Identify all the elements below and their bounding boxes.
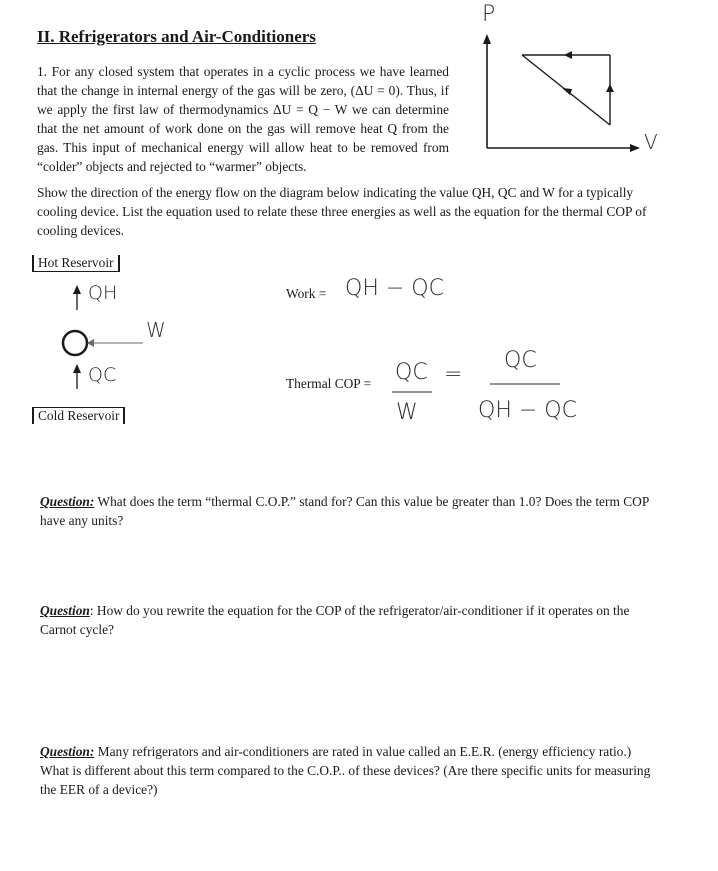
question-text: What does the term “thermal C.O.P.” stand for? Can this value be greater than 1.0? Does the term COP have any units? (40, 494, 649, 528)
work-answer: QH − QC (345, 276, 444, 301)
cop-fraction2-numerator: QC (504, 348, 537, 373)
question-text: Many refrigerators and air-conditioners are rated in value called an E.E.R. (energy efficiency ratio.) What is different about this term compared to the C.O.P.. of these devices? (Are there specific units for measuring the EER of a device?) (40, 744, 651, 797)
instructions-paragraph: Show the direction of the energy flow on the diagram below indicating the value QH, QC and W for a typically cooling device. List the equation used to relate these three energies as well as the equation for the thermal COP of cooling devices. (37, 185, 647, 238)
pv-v-axis-label: V (644, 130, 658, 154)
work-equation-label: Work = (286, 286, 327, 301)
qc-label: QC (88, 364, 117, 386)
question-2 (40, 601, 662, 639)
cop-fraction1-numerator: QC (395, 360, 428, 385)
question-text: : How do you rewrite the equation for the COP of the refrigerator/air-conditioner if it operates on the Carnot cycle? (40, 603, 630, 637)
w-label: W (146, 318, 166, 342)
qh-label: QH (88, 282, 118, 304)
cop-equation-label: Thermal COP = (286, 376, 372, 391)
intro-paragraph: 1. For any closed system that operates in a cyclic process we have learned that the change in internal energy of the gas will be zero, (ΔU = 0). Thus, if we apply the first law of thermodynamics ΔU = Q − W we can determine that the net amount of work done on the gas will remove heat Q from the gas. This input of mechanical energy will allow heat to be removed from “colder” objects and rejected to “warmer” objects. (37, 64, 449, 174)
hot-reservoir-label: Hot Reservoir (32, 255, 120, 272)
cop-fraction2-denominator: QH − QC (478, 398, 577, 423)
question-1 (40, 492, 662, 530)
question-label: Question (40, 603, 90, 618)
cop-fraction1-denominator: W (396, 400, 418, 425)
question-label: Question: (40, 744, 95, 759)
section-title: II. Refrigerators and Air-Conditioners (37, 27, 316, 46)
cold-reservoir-label: Cold Reservoir (32, 407, 125, 424)
question-label: Question: (40, 494, 95, 509)
pv-p-axis-label: P (482, 2, 496, 27)
cop-equals-sign: = (444, 362, 463, 387)
question-3 (40, 742, 662, 799)
